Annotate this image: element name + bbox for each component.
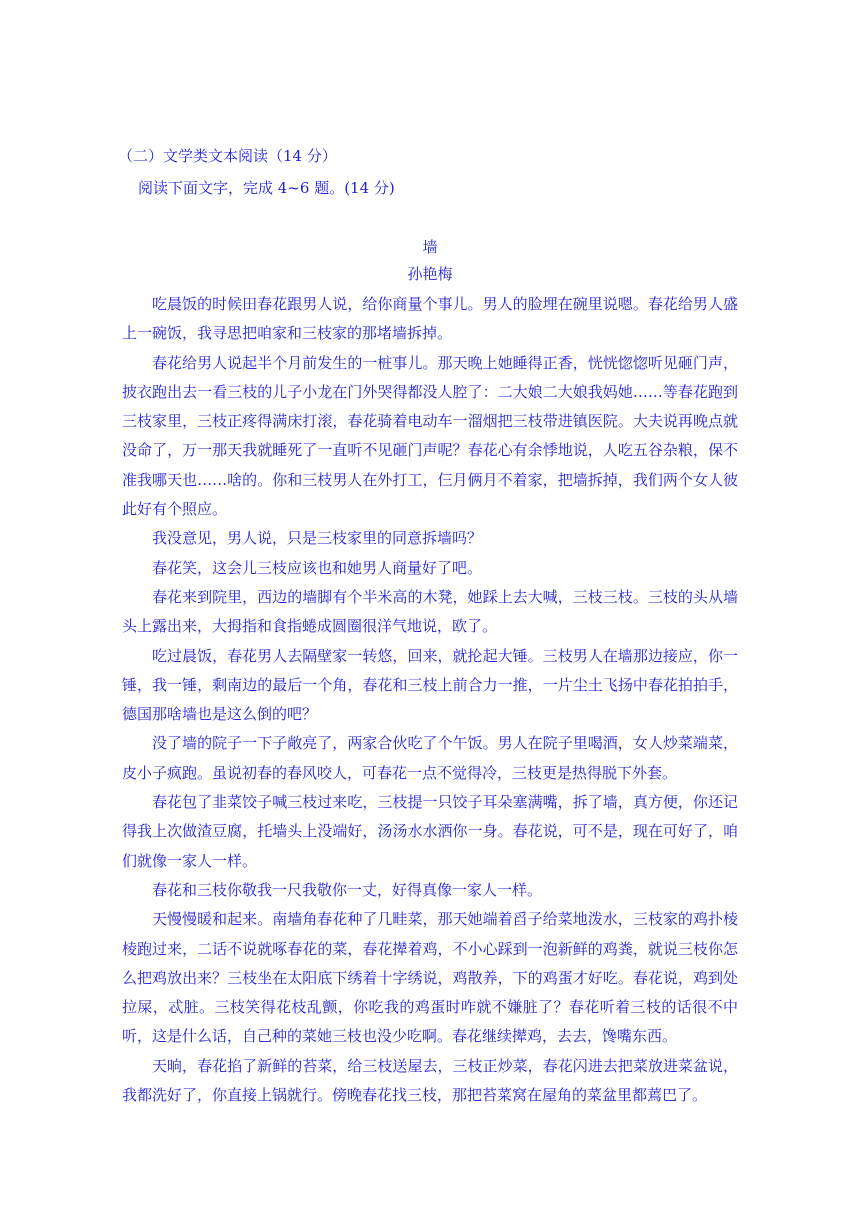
paragraph: 吃晨饭的时候田春花跟男人说，给你商量个事儿。男人的脸埋在碗里说嗯。春花给男人盛上一碗饭，我寻思把咱家和三枝家的那堵墙拆掉。 <box>122 295 738 343</box>
paragraph: 天慢慢暖和起来。南墙角春花种了几畦菜，那天她端着舀子给菜地泼水，三枝家的鸡扑棱棱跑过来，二话不说就啄春花的菜，春花撵着鸡，不小心踩到一泡新鲜的鸡粪，就说三枝你怎么把鸡放出来？三枝坐在太阳底下绣着十字绣说，鸡散养，下的鸡蛋才好吃。春花说，鸡到处拉屎，忒脏。三枝笑得花枝乱颤，你吃我的鸡蛋时咋就不嫌脏了？春花听着三枝的话很不中听，这是什么话，自己种的菜她三枝也没少吃啊。春花继续撵鸡，去去，馋嘴东西。 <box>122 910 738 1046</box>
section-heading: （二）文学类文本阅读（14 分） <box>118 147 337 165</box>
paragraph: 春花给男人说起半个月前发生的一桩事儿。那天晚上她睡得正香，恍恍惚惚听见砸门声，披衣跑出去一看三枝的儿子小龙在门外哭得都没人腔了：二大娘二大娘我妈她……等春花跑到三枝家里，三枝正疼得满床打滚，春花骑着电动车一溜烟把三枝带进镇医院。大夫说再晚点就没命了，万一那天我就睡死了一直听不见砸门声呢？春花心有余悸地说，人吃五谷杂粮，保不准我哪天也……啥的。你和三枝男人在外打工，仨月俩月不着家，把墙拆掉，我们两个女人彼此好有个照应。 <box>122 353 738 519</box>
paragraph: 春花来到院里，西边的墙脚有个半米高的木凳，她踩上去大喊，三枝三枝。三枝的头从墙头上露出来，大拇指和食指蜷成圆圈很洋气地说，欧了。 <box>122 587 738 636</box>
article-body <box>122 290 738 1110</box>
paragraph: 春花笑，这会儿三枝应该也和她男人商量好了吧。 <box>152 558 483 577</box>
paragraph: 天晌，春花掐了新鲜的苔菜，给三枝送屋去，三枝正炒菜，春花闪进去把菜放进菜盆说，我都洗好了，你直接上锅就行。傍晚春花找三枝，那把苔菜窝在屋角的菜盆里都蔫巴了。 <box>122 1056 738 1105</box>
paragraph: 我没意见，男人说，只是三枝家里的同意拆墙吗？ <box>152 529 483 548</box>
paragraph: 春花包了韭菜饺子喊三枝过来吃，三枝提一只饺子耳朵塞满嘴，拆了墙，真方便，你还记得我上次做渣豆腐，托墙头上没端好，汤汤水水洒你一身。春花说，可不是，现在可好了，咱们就像一家人一样。 <box>122 793 738 870</box>
paragraph: 春花和三枝你敬我一尺我敬你一丈，好得真像一家人一样。 <box>152 880 543 899</box>
reading-instruction: 阅读下面文字，完成 4~6 题。(14 分) <box>138 179 395 197</box>
paragraph: 没了墙的院子一下子敞亮了，两家合伙吃了个午饭。男人在院子里喝酒，女人炒菜端菜，皮小子疯跑。虽说初春的春风咬人，可春花一点不觉得冷，三枝更是热得脱下外套。 <box>122 734 738 782</box>
paragraph: 吃过晨饭，春花男人去隔壁家一转悠，回来，就抡起大锤。三枝男人在墙那边接应，你一锤，我一锤，剩南边的最后一个角，春花和三枝上前合力一推，一片尘土飞扬中春花拍拍手，德国那啥墙也是这么倒的吧？ <box>122 646 738 724</box>
article-author: 孙艳梅 <box>407 265 453 283</box>
article-title: 墙 <box>422 238 438 256</box>
